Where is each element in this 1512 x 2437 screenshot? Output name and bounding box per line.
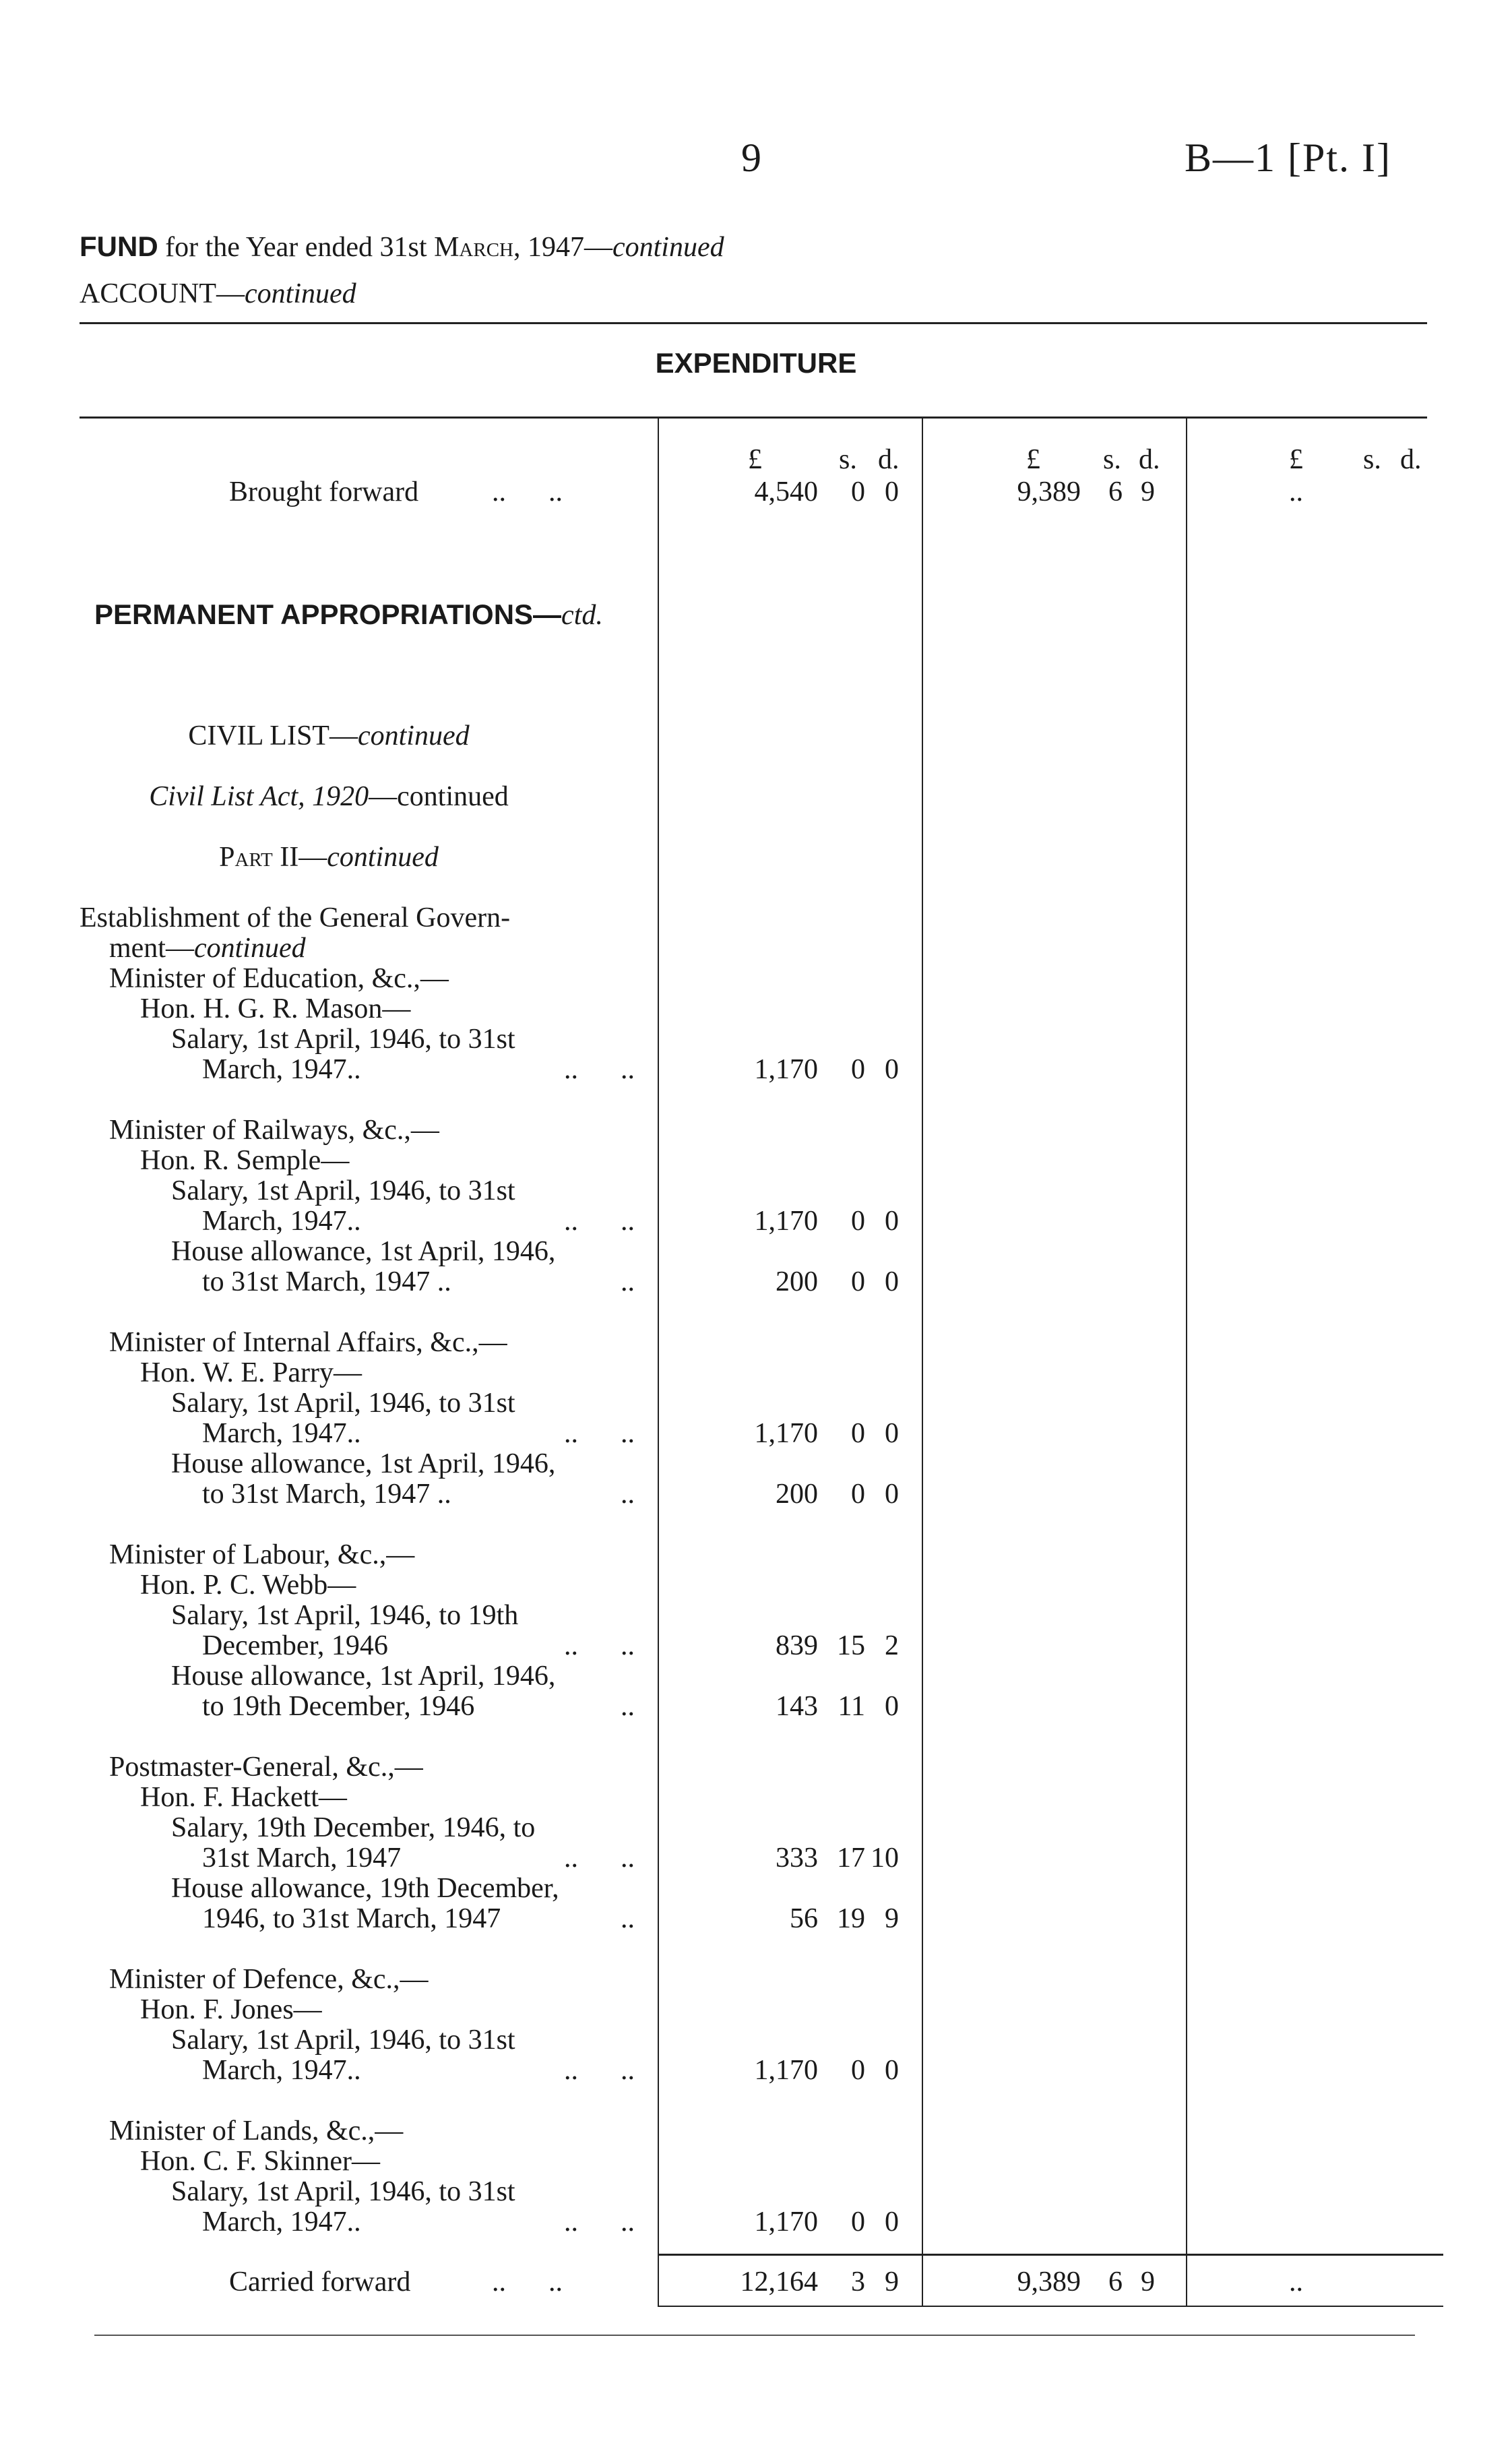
item-leader-dots: .. .. [564,1206,635,1237]
minister-office: Minister of Lands, &c.,— [109,2116,404,2147]
item-amount-pence: 10 [871,1843,899,1874]
item-amount-shillings: 15 [837,1630,865,1661]
item-leader-dots: .. .. [564,1418,635,1449]
total-rule-bottom [658,2306,1443,2307]
item-amount-pounds: 200 [776,1266,818,1297]
column-rule-2 [922,419,923,2306]
total-rule-top [658,2254,1443,2256]
account-title [80,278,356,310]
col1-d-header: d. [878,444,900,475]
item-description-cont: December, 1946 [202,1630,388,1661]
item-amount-pence: 2 [885,1630,899,1661]
item-amount-pounds: 1,170 [754,1418,818,1449]
brought-forward-col2-d: 9 [1141,476,1155,507]
item-description: House allowance, 19th December, [171,1873,559,1904]
item-amount-pounds: 143 [776,1691,818,1722]
item-description: Salary, 1st April, 1946, to 19th [171,1600,519,1631]
item-leader-dots: .. [621,1266,635,1297]
brought-forward-col3: .. [1289,476,1303,507]
page-bottom-rule [94,2335,1415,2336]
item-description: Salary, 1st April, 1946, to 31st [171,2176,515,2207]
item-amount-shillings: 0 [851,1266,865,1297]
table-top-rule [80,417,1427,419]
item-amount-shillings: 0 [851,2207,865,2238]
item-amount-pounds: 1,170 [754,2055,818,2086]
minister-name: Hon. H. G. R. Mason— [140,993,411,1024]
item-leader-dots: .. [621,1479,635,1510]
item-description-cont: March, 1947.. [202,1418,361,1449]
item-amount-pounds: 200 [776,1479,818,1510]
item-amount-pence: 0 [885,2207,899,2238]
act-continued: —continued [369,781,509,812]
page-number: 9 [741,135,761,180]
col2-d-header: d. [1139,444,1160,475]
item-description: Salary, 1st April, 1946, to 31st [171,1388,515,1419]
item-amount-pounds: 56 [790,1903,818,1934]
fund-title [80,230,724,264]
item-amount-shillings: 11 [838,1691,865,1722]
brought-forward-label: Brought forward [229,476,419,507]
civil-list-heading [0,720,658,752]
minister-name: Hon. W. E. Parry— [140,1357,362,1388]
item-description-cont: to 31st March, 1947 .. [202,1479,451,1510]
minister-office: Minister of Railways, &c.,— [109,1115,439,1146]
item-description-cont: to 31st March, 1947 .. [202,1266,451,1297]
section-heading: EXPENDITURE [655,347,857,379]
account-title-text: ACCOUNT— [80,278,245,309]
item-description-cont: March, 1947.. [202,2055,361,2086]
minister-office: Minister of Labour, &c.,— [109,1539,415,1570]
act-title: Civil List Act, 1920 [149,781,369,812]
brought-forward-col2-pounds: 9,389 [1017,476,1081,507]
item-amount-shillings: 0 [851,1054,865,1085]
fund-title-month: March [434,232,513,263]
item-leader-dots: .. .. [564,2207,635,2238]
minister-office: Minister of Defence, &c.,— [109,1964,429,1995]
item-amount-shillings: 19 [837,1903,865,1934]
document-reference: B—1 [Pt. I] [1185,135,1391,180]
item-description-cont: 1946, to 31st March, 1947 [202,1903,501,1934]
item-amount-pounds: 1,170 [754,2207,818,2238]
fund-title-bold: FUND [80,230,158,262]
minister-name: Hon. F. Jones— [140,1994,322,2025]
item-description-cont: 31st March, 1947 [202,1843,402,1874]
part-text: Part II— [219,842,327,873]
permanent-appropriations-text: PERMANENT APPROPRIATIONS— [94,598,562,630]
item-description-cont: to 19th December, 1946 [202,1691,475,1722]
item-amount-pounds: 333 [776,1843,818,1874]
civil-list-continued: continued [357,720,470,751]
minister-name: Hon. F. Hackett— [140,1782,347,1813]
act-heading [0,780,658,813]
item-amount-shillings: 0 [851,1206,865,1237]
item-amount-pounds: 839 [776,1630,818,1661]
brought-forward-dots: .. .. [492,476,563,507]
minister-name: Hon. R. Semple— [140,1145,350,1176]
permanent-appropriations-ctd: ctd. [561,600,603,631]
part-heading [0,841,658,873]
item-description-cont: March, 1947.. [202,1206,361,1237]
item-leader-dots: .. .. [564,2055,635,2086]
carried-forward-label: Carried forward [229,2266,411,2297]
item-description: Salary, 19th December, 1946, to [171,1812,536,1843]
item-description: House allowance, 1st April, 1946, [171,1661,556,1692]
part-continued: continued [327,842,439,873]
carried-forward-col2-s: 6 [1108,2266,1123,2297]
account-title-continued: continued [245,278,356,309]
establishment-line2-text: ment— [109,933,194,964]
item-amount-pence: 0 [885,1206,899,1237]
item-leader-dots: .. .. [564,1843,635,1874]
item-amount-shillings: 17 [837,1843,865,1874]
col3-pound-header: £ [1289,444,1303,475]
item-description: Salary, 1st April, 1946, to 31st [171,1175,515,1206]
fund-title-continued: continued [612,232,724,263]
col3-s-header: s. [1363,444,1381,475]
minister-name: Hon. C. F. Skinner— [140,2146,380,2177]
item-description: Salary, 1st April, 1946, to 31st [171,2025,515,2056]
fund-title-text: for the Year ended 31st [158,232,435,263]
fund-title-year: , 1947— [513,232,612,263]
civil-list-text: CIVIL LIST— [188,720,358,751]
establishment-continued: continued [193,933,306,964]
minister-office: Minister of Internal Affairs, &c.,— [109,1327,507,1358]
carried-forward-col3: .. [1289,2266,1303,2297]
item-amount-pence: 0 [885,1691,899,1722]
item-amount-pounds: 1,170 [754,1054,818,1085]
item-description-cont: March, 1947.. [202,2207,361,2238]
item-leader-dots: .. .. [564,1054,635,1085]
col3-d-header: d. [1400,444,1422,475]
minister-name: Hon. P. C. Webb— [140,1570,356,1601]
carried-forward-col2-d: 9 [1141,2266,1155,2297]
item-description: House allowance, 1st April, 1946, [171,1236,556,1267]
carried-forward-dots: .. .. [492,2266,563,2297]
col2-s-header: s. [1103,444,1121,475]
item-amount-pounds: 1,170 [754,1206,818,1237]
item-description: House allowance, 1st April, 1946, [171,1448,556,1479]
establishment-line1: Establishment of the General Govern- [80,902,511,933]
item-description: Salary, 1st April, 1946, to 31st [171,1024,515,1055]
carried-forward-col1-s: 3 [851,2266,865,2297]
item-leader-dots: .. .. [564,1630,635,1661]
item-amount-pence: 0 [885,1054,899,1085]
item-amount-pence: 0 [885,1418,899,1449]
item-amount-shillings: 0 [851,1418,865,1449]
establishment-line2 [109,932,306,964]
carried-forward-col1-pounds: 12,164 [740,2266,818,2297]
brought-forward-col1-d: 0 [885,476,899,507]
item-amount-pence: 0 [885,1479,899,1510]
brought-forward-col1-s: 0 [851,476,865,507]
minister-office: Postmaster-General, &c.,— [109,1752,423,1783]
carried-forward-col2-pounds: 9,389 [1017,2266,1081,2297]
column-rule-3 [1186,419,1187,2306]
permanent-appropriations-heading [94,598,603,631]
item-amount-shillings: 0 [851,1479,865,1510]
item-leader-dots: .. [621,1903,635,1934]
brought-forward-col1-pounds: 4,540 [754,476,818,507]
item-amount-pence: 0 [885,1266,899,1297]
item-amount-pence: 9 [885,1903,899,1934]
col1-pound-header: £ [748,444,762,475]
item-amount-pence: 0 [885,2055,899,2086]
column-rule-1 [658,419,659,2306]
item-description-cont: March, 1947.. [202,1054,361,1085]
title-rule [80,322,1427,324]
col2-pound-header: £ [1026,444,1040,475]
minister-office: Minister of Education, &c.,— [109,963,449,994]
item-amount-shillings: 0 [851,2055,865,2086]
brought-forward-col2-s: 6 [1108,476,1123,507]
col1-s-header: s. [839,444,857,475]
carried-forward-col1-d: 9 [885,2266,899,2297]
item-leader-dots: .. [621,1691,635,1722]
